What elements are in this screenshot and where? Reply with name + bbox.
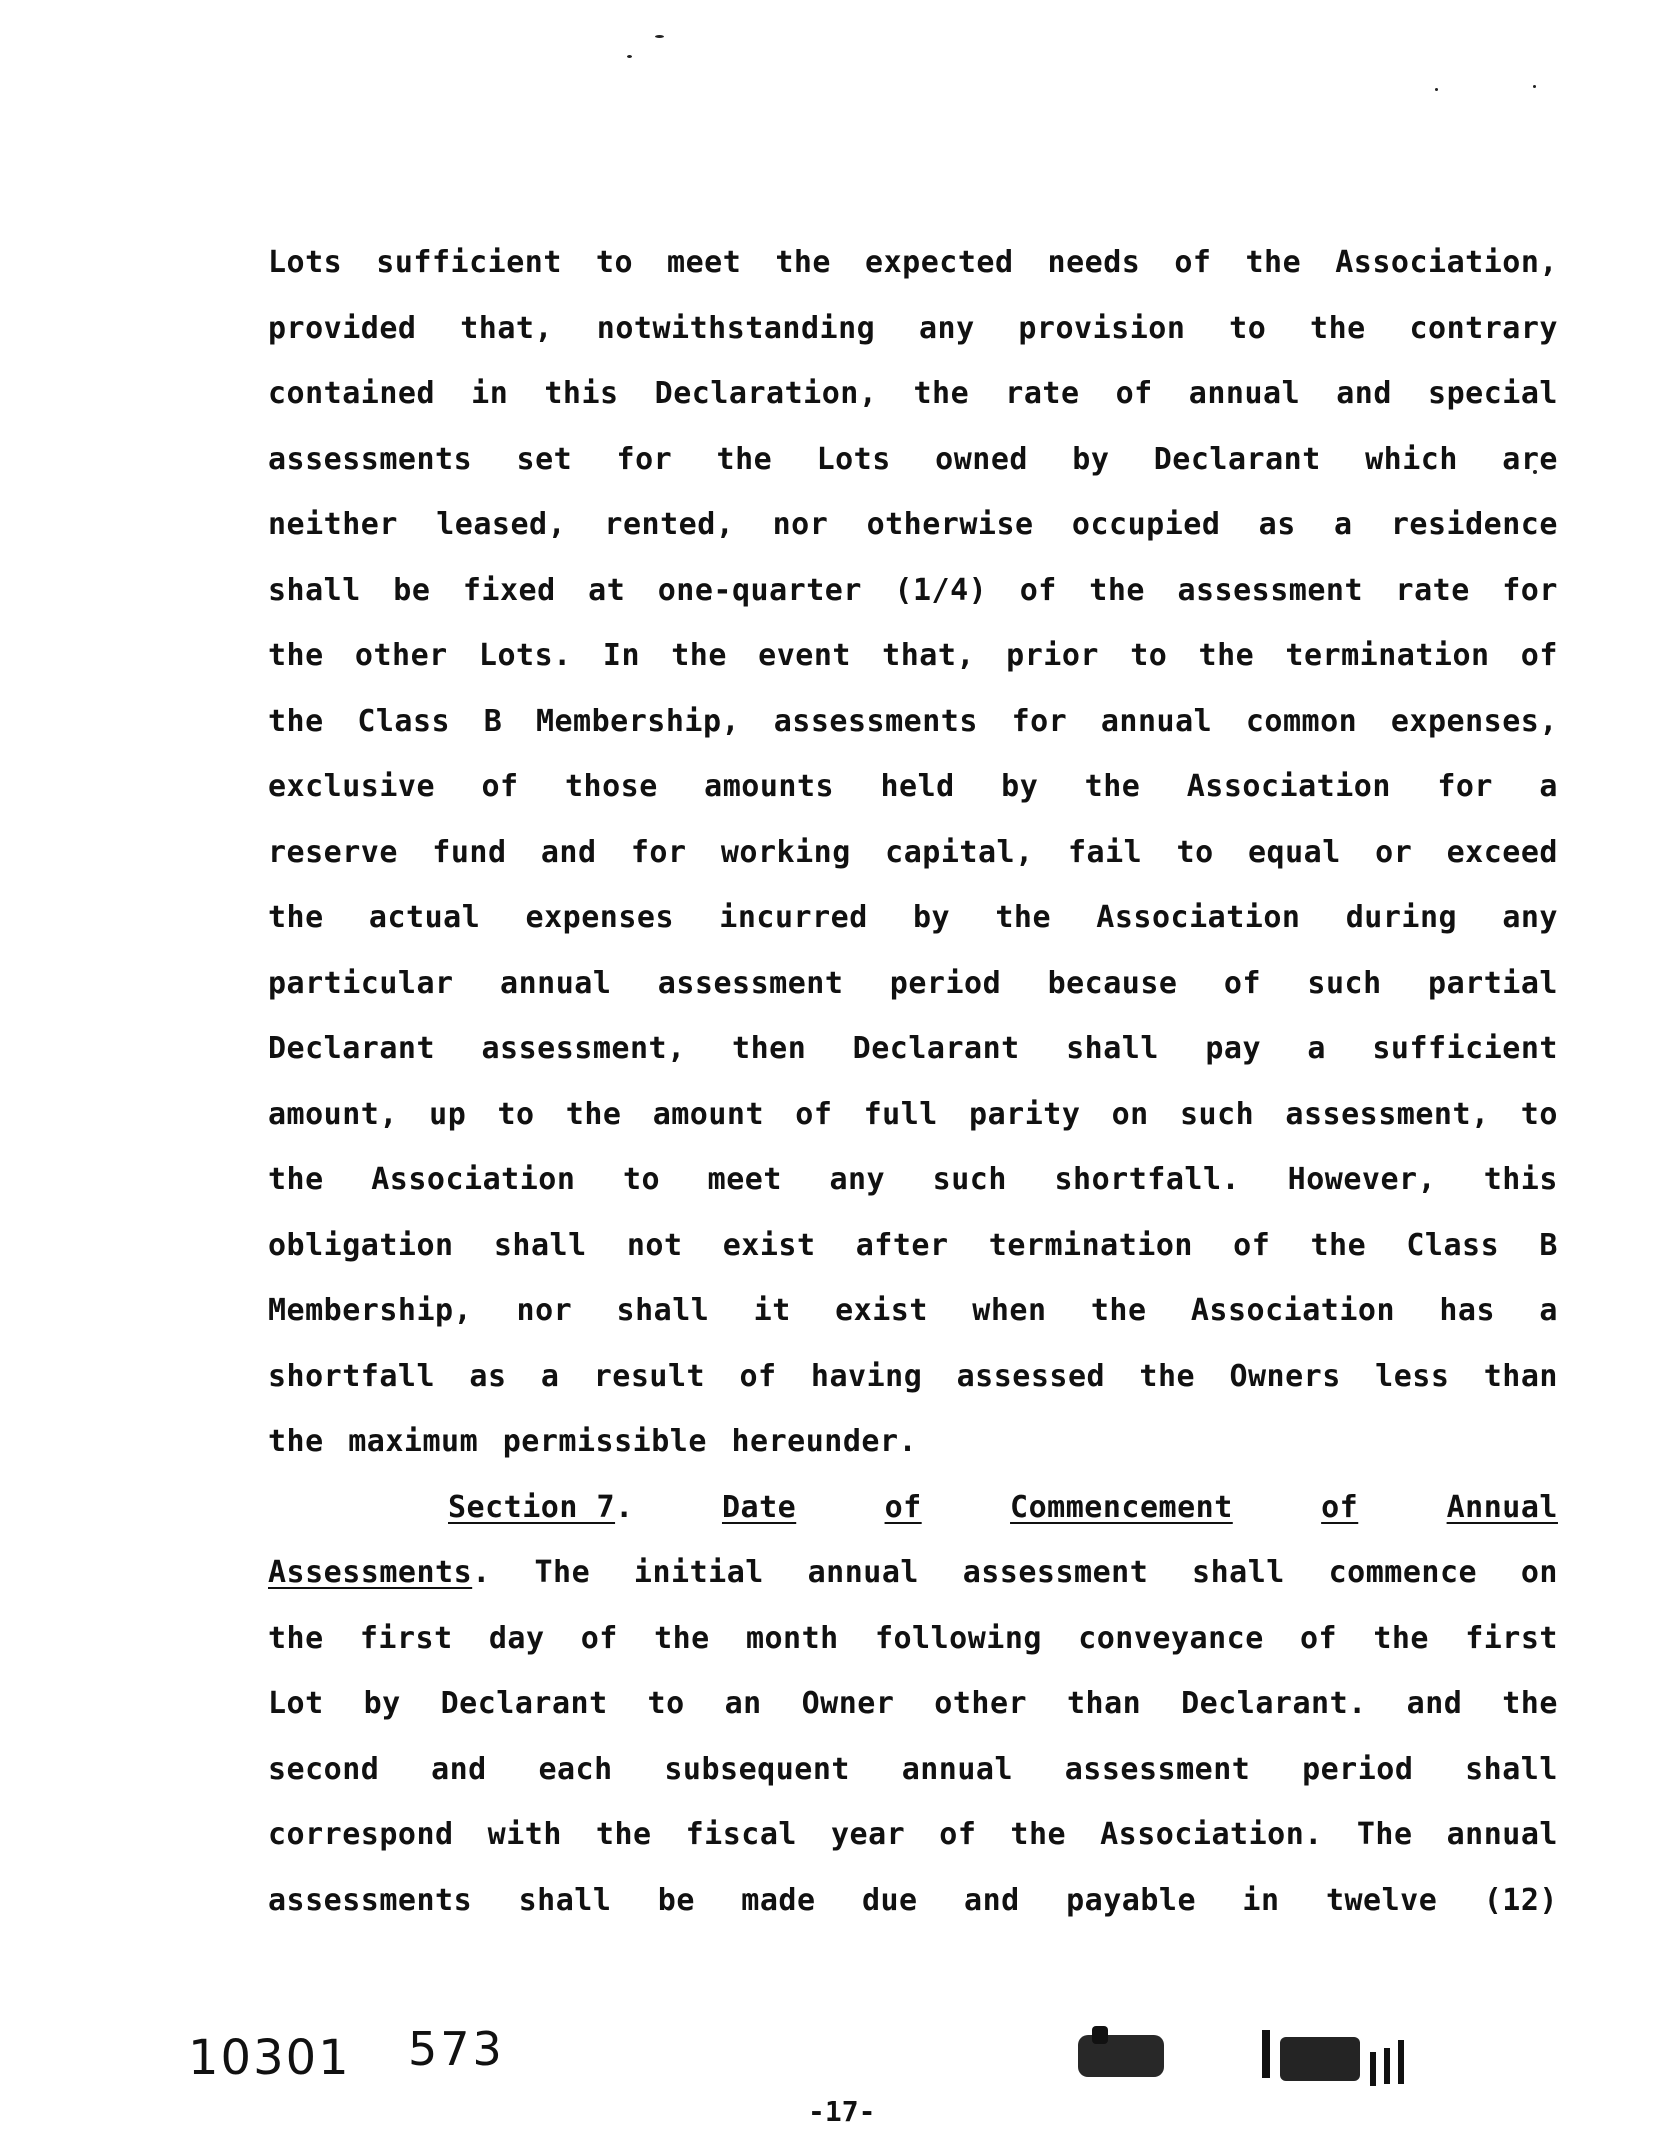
word: any (829, 1162, 886, 1197)
word: on (1111, 1096, 1149, 1132)
word: shortfall (268, 1358, 436, 1394)
word: Declarant (852, 1031, 1020, 1066)
word: than (1066, 1686, 1142, 1721)
word: annual (807, 1555, 919, 1590)
word: annual (1100, 703, 1213, 739)
word: initial (633, 1555, 764, 1590)
word: termination (988, 1227, 1193, 1263)
word: less (1375, 1358, 1450, 1394)
word: assessment, (481, 1031, 686, 1066)
section-7-heading (268, 1475, 1558, 1541)
word: meet (707, 1162, 782, 1197)
word: to (1229, 310, 1267, 346)
word: of (1019, 572, 1057, 608)
section-7-title-word: Annual (1446, 1489, 1558, 1525)
word: the (671, 638, 727, 673)
word: the (775, 245, 831, 280)
word: needs (1047, 245, 1141, 280)
word: neither (268, 507, 398, 542)
word: which (1365, 441, 1458, 477)
word: a (1307, 1031, 1326, 1066)
word: during (1345, 900, 1458, 935)
word: of (1115, 376, 1153, 411)
word: Class (1406, 1227, 1500, 1263)
word: fail (1067, 834, 1143, 870)
word: for (1437, 769, 1493, 804)
text-line-2 (268, 296, 1558, 362)
word: annual (1446, 1817, 1558, 1852)
word: year (831, 1817, 906, 1852)
word: expenses (525, 900, 675, 935)
word: conveyance (1078, 1620, 1264, 1656)
word: the (1245, 245, 1302, 280)
word: provided (268, 310, 417, 346)
word: rate (1005, 376, 1080, 411)
word: Declarant (268, 1031, 436, 1066)
word: and (964, 1882, 1020, 1918)
text-line-11 (268, 885, 1558, 951)
text-line-6 (268, 558, 1558, 624)
word: correspond (268, 1817, 454, 1852)
section-7-label: Section 7 (448, 1489, 616, 1525)
word: for (1011, 703, 1068, 739)
word: otherwise (866, 507, 1034, 542)
word: residence (1390, 507, 1558, 542)
word: that, (882, 638, 975, 673)
word: of (939, 1817, 977, 1852)
word: special (1428, 376, 1558, 411)
section-7-title-word: Date (721, 1489, 797, 1525)
word: full (863, 1096, 938, 1132)
scan-speck (627, 55, 632, 58)
word: exist (835, 1293, 928, 1328)
word: be (657, 1882, 695, 1918)
word: in (1242, 1882, 1280, 1918)
section-7-label-wrapper: Section 7. (448, 1489, 634, 1525)
word: Association (1186, 769, 1391, 804)
word: other (354, 638, 448, 673)
word: are (1502, 441, 1558, 477)
word: the (1090, 1293, 1147, 1328)
word: such (932, 1162, 1007, 1197)
word: annual (1188, 376, 1301, 411)
word: Association, (1335, 245, 1558, 280)
word: assessments (268, 441, 473, 477)
word: Association (1096, 900, 1301, 935)
word: occupied (1071, 507, 1221, 542)
word: obligation (268, 1227, 454, 1263)
word: Association (371, 1162, 576, 1197)
text-line-4 (268, 427, 1558, 493)
word: However, (1287, 1162, 1437, 1197)
word: having (810, 1358, 923, 1394)
word: to (595, 245, 634, 280)
paragraph-last-line-text: the maximum permissible hereunder. (268, 1424, 918, 1459)
word: a (1539, 1293, 1558, 1328)
word: assessed (956, 1358, 1106, 1394)
word: up (429, 1096, 467, 1132)
text-line-15 (268, 1147, 1558, 1213)
section-7-line-4 (268, 1802, 1558, 1868)
word: the (1310, 1227, 1367, 1263)
word: Association (1190, 1293, 1396, 1328)
word: provision (1018, 310, 1186, 346)
word: the (565, 1096, 622, 1132)
word: and (1336, 376, 1392, 411)
word: then (732, 1031, 807, 1066)
word: notwithstanding (596, 310, 876, 346)
word: a (1334, 507, 1353, 542)
word: after (855, 1227, 949, 1263)
word: incurred (719, 900, 868, 935)
word: shall (1465, 1751, 1558, 1787)
word: any (918, 310, 975, 346)
word: by (913, 900, 951, 935)
word: shall (518, 1882, 612, 1918)
word: because (1047, 965, 1178, 1001)
word: assessment (962, 1555, 1149, 1590)
word: exceed (1446, 834, 1558, 870)
word: to (647, 1686, 685, 1721)
word: the (913, 376, 970, 411)
word: and (431, 1751, 487, 1787)
word: annual (901, 1751, 1014, 1787)
word: particular (268, 965, 454, 1001)
word: of (481, 769, 519, 804)
text-line-16 (268, 1213, 1558, 1279)
word: those (564, 769, 658, 804)
word: payable (1066, 1882, 1197, 1918)
word: assessments (268, 1882, 473, 1918)
word: exclusive (268, 769, 436, 804)
word: a (1539, 769, 1558, 804)
word: an (724, 1686, 762, 1721)
text-line-1 (268, 230, 1558, 296)
word: to (1130, 638, 1168, 673)
section-7-title-word: of (1321, 1489, 1359, 1525)
word: with (487, 1817, 562, 1852)
word: not (626, 1227, 683, 1263)
page-number: -17- (808, 2095, 876, 2128)
word: Declarant. (1181, 1686, 1367, 1721)
word: it (753, 1293, 791, 1328)
word: the (595, 1817, 652, 1852)
word: Membership, (535, 703, 741, 739)
word: Lots. (478, 638, 572, 673)
word: sufficient (376, 245, 562, 280)
body-text (268, 230, 1558, 1933)
word: month (745, 1620, 839, 1656)
word: and (540, 834, 597, 870)
word: the (995, 900, 1052, 935)
word: parity (969, 1096, 1081, 1132)
word: owned (935, 441, 1028, 477)
word: (1/4) (894, 572, 988, 608)
word: second (268, 1751, 380, 1787)
text-line-3 (268, 361, 1558, 427)
word: of (1223, 965, 1262, 1001)
word: the (716, 441, 773, 477)
word: contrary (1409, 310, 1558, 346)
word: for (1502, 572, 1558, 608)
word: as (1258, 507, 1296, 542)
word: event (758, 638, 851, 673)
word: by (363, 1686, 401, 1721)
word: such (1307, 965, 1382, 1001)
section-7-line-5 (268, 1868, 1558, 1934)
word: Owner (801, 1686, 895, 1721)
word: first (359, 1620, 453, 1656)
word: B (483, 703, 503, 739)
word: fiscal (685, 1817, 797, 1852)
word: set (516, 441, 573, 477)
word: this (544, 376, 619, 411)
word: assessment, (1285, 1096, 1490, 1132)
text-line-7 (268, 623, 1558, 689)
text-line-14 (268, 1082, 1558, 1148)
word: annual (500, 965, 612, 1001)
word: Declarant (440, 1686, 608, 1721)
text-line-8 (268, 689, 1558, 755)
word: the (1198, 638, 1255, 673)
word: commence (1328, 1555, 1478, 1590)
word: result (593, 1358, 706, 1394)
section-7-title-word: Commencement (1010, 1489, 1233, 1525)
word: to (1176, 834, 1214, 870)
section-7-line-1 (268, 1606, 1558, 1672)
section-7-line-2 (268, 1671, 1558, 1737)
word: the (268, 1620, 324, 1656)
text-line-5 (268, 492, 1558, 558)
paragraph-last-line (268, 1409, 1558, 1475)
word: shortfall. (1054, 1162, 1241, 1197)
word: the (1310, 310, 1366, 346)
scan-speck (1435, 88, 1438, 91)
word: due (861, 1882, 918, 1918)
word: shall (268, 572, 361, 608)
word: in (471, 376, 509, 411)
word: by (1072, 441, 1110, 477)
word: B (1539, 1227, 1558, 1263)
word: subsequent (664, 1751, 850, 1787)
text-line-9 (268, 754, 1558, 820)
word: shall (493, 1227, 587, 1263)
word: reserve (268, 834, 398, 870)
word: Declarant (1153, 441, 1321, 477)
word: Owners (1229, 1358, 1341, 1394)
section-7-title-continued: Assessments (268, 1555, 473, 1590)
word: a (540, 1358, 560, 1394)
word: has (1439, 1293, 1496, 1328)
word: each (538, 1751, 613, 1787)
word: prior (1006, 638, 1099, 673)
word: Membership, (268, 1293, 473, 1328)
word: and (1406, 1686, 1463, 1721)
word: the (268, 703, 324, 739)
word: assessment (1177, 572, 1364, 608)
word: Lots (816, 441, 891, 477)
word: the (268, 1162, 324, 1197)
word: pay (1205, 1031, 1262, 1066)
word: the (654, 1620, 710, 1656)
word: to (622, 1162, 661, 1197)
word: Lot (268, 1686, 324, 1721)
word: contained (268, 376, 436, 411)
word: than (1483, 1358, 1558, 1394)
text-line-17 (268, 1278, 1558, 1344)
document-number-left: 10301 (188, 2030, 351, 2086)
word: expected (865, 245, 1014, 280)
word: The (1356, 1817, 1413, 1852)
word: for (630, 834, 687, 870)
word: of (795, 1096, 833, 1132)
word: of (1300, 1620, 1338, 1656)
word: of (1520, 638, 1558, 673)
word: nor (516, 1293, 573, 1328)
word: when (972, 1293, 1047, 1328)
word: the (1502, 1686, 1558, 1721)
word: In (602, 638, 641, 673)
word: termination (1285, 638, 1490, 673)
scan-speck (1533, 85, 1536, 88)
word: capital, (885, 834, 1034, 870)
word: fund (432, 834, 507, 870)
text-line-18 (268, 1344, 1558, 1410)
word: fixed (462, 572, 556, 608)
word: The (534, 1555, 591, 1590)
word: amount (652, 1096, 765, 1132)
word: first (1465, 1620, 1558, 1656)
word: leased, (436, 507, 567, 542)
word: of (739, 1358, 777, 1394)
word: the (1139, 1358, 1196, 1394)
word: rented, (604, 507, 735, 542)
word: working (720, 834, 851, 870)
word: Association. (1100, 1817, 1323, 1852)
scan-speck (655, 35, 664, 38)
section-7-title-continued-wrapper: Assessments. (268, 1555, 491, 1590)
word: held (880, 769, 955, 804)
word: shall (1066, 1031, 1159, 1066)
text-line-12 (268, 951, 1558, 1017)
word: twelve (1325, 1882, 1438, 1918)
word: day (488, 1620, 545, 1656)
word: sufficient (1372, 1031, 1558, 1066)
word: by (1001, 769, 1039, 804)
word: other (934, 1686, 1028, 1721)
word: partial (1428, 965, 1558, 1001)
word: the (268, 638, 324, 673)
word: as (469, 1358, 507, 1394)
word: Class (357, 703, 451, 739)
word: nor (772, 507, 829, 542)
word: to (1520, 1096, 1558, 1132)
word: period (1302, 1751, 1414, 1787)
word: at (588, 572, 626, 608)
section-7-line-3 (268, 1737, 1558, 1803)
text-line-13 (268, 1016, 1558, 1082)
word: the (1084, 769, 1141, 804)
word: such (1179, 1096, 1255, 1132)
word: common (1245, 703, 1358, 739)
word: shall (1192, 1555, 1285, 1590)
word: of (1233, 1227, 1271, 1263)
word: of (580, 1620, 618, 1656)
word: made (741, 1882, 816, 1918)
word: actual (368, 900, 481, 935)
word: rate (1395, 572, 1470, 608)
word: to (497, 1096, 535, 1132)
word: equal (1248, 834, 1341, 870)
word: on (1520, 1555, 1558, 1590)
word: for (616, 441, 673, 477)
text-line-10 (268, 820, 1558, 886)
word: meet (667, 245, 742, 280)
word: period (889, 965, 1002, 1001)
word: assessment (1064, 1751, 1251, 1787)
document-number-mid: 573 (408, 2022, 505, 2076)
word: (12) (1483, 1882, 1558, 1918)
word: assessment (657, 965, 844, 1001)
word: the (1373, 1620, 1429, 1656)
word: shall (616, 1293, 710, 1328)
word: Lots (268, 245, 343, 280)
word: one-quarter (657, 572, 862, 608)
word: or (1375, 834, 1413, 870)
word: the (1010, 1817, 1067, 1852)
word: following (874, 1620, 1042, 1656)
word: be (393, 572, 431, 608)
section-7-title-word: of (884, 1489, 922, 1525)
word: assessments (773, 703, 978, 739)
word: expenses, (1390, 703, 1558, 739)
word: amount, (268, 1096, 398, 1132)
word: any (1502, 900, 1558, 935)
word: exist (722, 1227, 816, 1263)
word: that, (460, 310, 554, 346)
word: amounts (704, 769, 835, 804)
word: this (1483, 1162, 1558, 1197)
word: the (1089, 572, 1145, 608)
word: the (268, 900, 324, 935)
section-7-first-line (268, 1540, 1558, 1606)
word: Declaration, (654, 376, 878, 411)
word: of (1174, 245, 1212, 280)
